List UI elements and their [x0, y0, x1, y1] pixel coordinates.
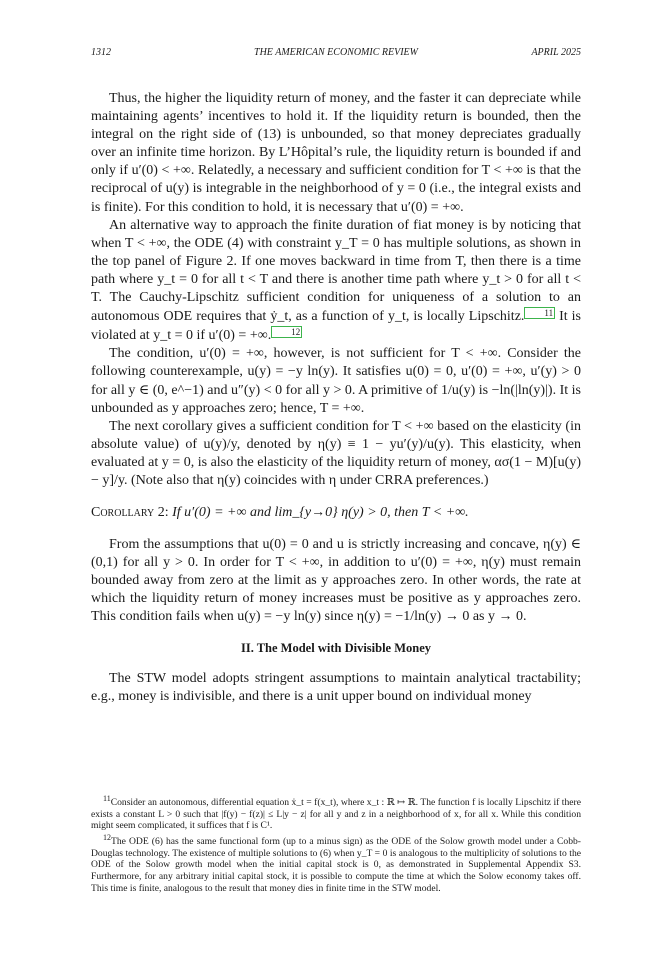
- main-text: [91, 90, 581, 706]
- paragraph-2: [91, 217, 581, 346]
- paragraph-5: From the assumptions that u(0) = 0 and u is strictly increasing and concave, η(y) ∈ (0,1) for all y > 0. In order for T < +∞, in addition to u′(0) = +∞, η(y) must remain bounded away from zero at the limit as y approaches zero. In other words, the rate at which the liquidity return of money increases must be positive as y approaches zero. This condition fails when u(y) = −y ln(y) since η(y) = −1/ln(y) → 0 as y → 0.: [91, 537, 581, 625]
- footnote-link-12[interactable]: 12: [271, 326, 302, 338]
- paragraph-2-text: An alternative way to approach the finite duration of fiat money is by noticing that when T < +∞, the ODE (4) with constraint y_T = 0 has multiple solutions, as shown in the top panel of Figure 2. If one moves backward in time from T, then there is a time path where y_t = 0 for all t < T and there is another time path where y_t > 0 for all t < T. The Cauchy-Lipschitz sufficient condition for uniqueness of a solution to an autonomous ODE requires that ẏ_t, as a function of y_t, is locally Lipschitz.: [91, 217, 581, 325]
- paragraph-3: The condition, u′(0) = +∞, however, is not sufficient for T < +∞. Consider the following counterexample, u(y) = −y ln(y). It satisfies u(0) = 0, u′(0) = +∞, u′(y) > 0 for all y ∈ (0, e^−1) and u″(y) < 0 for all y > 0. A primitive of 1/u(y) is −ln(|ln(y)|). It is unbounded as y approaches zero; hence, T = +∞.: [91, 346, 581, 416]
- page-number: 1312: [91, 47, 111, 58]
- footnotes: [91, 793, 581, 894]
- corollary-label: Corollary 2:: [91, 505, 169, 521]
- corollary-statement: If u′(0) = +∞ and lim_{y→0} η(y) > 0, then T < +∞.: [172, 505, 469, 521]
- paragraph-4: The next corollary gives a sufficient condition for T < +∞ based on the elasticity (in absolute value) of u(y)/y, denoted by η(y) ≡ 1 − yu′(y)/u(y). This elasticity, when evaluated at y = 0, is also the elasticity of the liquidity return of money, ασ(1 − M)[u(y) − y]/y. (Note also that η(y) coincides with η under CRRA preferences.): [91, 418, 581, 488]
- footnote-11-text: Consider an autonomous, differential equation ẋ_t = f(x_t), where x_t : ℝ ↦ ℝ. The function f is locally Lipschitz if there exists a constant L > 0 such that |f(y) − f(z)| ≤ L|y − z| for all y and z in a neighborhood of x, for all x. While this condition might seem complicated, it suffices that f is C¹.: [91, 797, 581, 832]
- footnote-12-text: The ODE (6) has the same functional form (up to a minus sign) as the ODE of the Solow growth model under a Cobb-Douglas technology. The existence of multiple solutions to (6) when y_T = 0 is analogous to the multiplicity of solutions to the ODE of the Solow growth model when the initial capital stock is 0, as demonstrated in Supplemental Appendix S3. Furthermore, for any arbitrary initial capital stock, it is possible to compute the time at which the Solow economy takes off. This time is finite, analogous to the result that money dies in finite time in the STW model.: [91, 836, 581, 894]
- paragraph-1: Thus, the higher the liquidity return of money, and the faster it can depreciate while maintaining agents’ incentives to hold it. If the liquidity return is bounded, then the integral on the right side of (13) is unbounded, so that money depreciates gradually over an infinite time horizon. By L’Hôpital’s rule, the liquidity return is bounded if and only if u′(0) < +∞. Relatedly, a necessary and sufficient condition for T < +∞ is that the reciprocal of u(y) is integrable in the neighborhood of y = 0 (i.e., the integral exists and is finite). For this condition to hold, it is necessary that u′(0) = +∞.: [91, 91, 581, 215]
- paragraph-6: The STW model adopts stringent assumptions to maintain analytical tractability; e.g., money is indivisible, and there is a unit upper bound on individual money: [91, 670, 581, 704]
- footnote-link-11[interactable]: 11: [524, 307, 555, 319]
- journal-title: THE AMERICAN ECONOMIC REVIEW: [254, 47, 418, 58]
- footnote-11-number: 11: [103, 794, 111, 803]
- footnote-12: [91, 832, 581, 894]
- section-heading: II. The Model with Divisible Money: [240, 640, 432, 655]
- issue-date: APRIL 2025: [531, 47, 581, 58]
- corollary-2: [91, 504, 581, 522]
- footnote-11: [91, 793, 581, 832]
- footnote-12-number: 12: [103, 832, 111, 842]
- running-header: [91, 47, 581, 61]
- paragraph-2-tail: It is violated at y_t = 0 if u′(0) = +∞.: [91, 309, 582, 344]
